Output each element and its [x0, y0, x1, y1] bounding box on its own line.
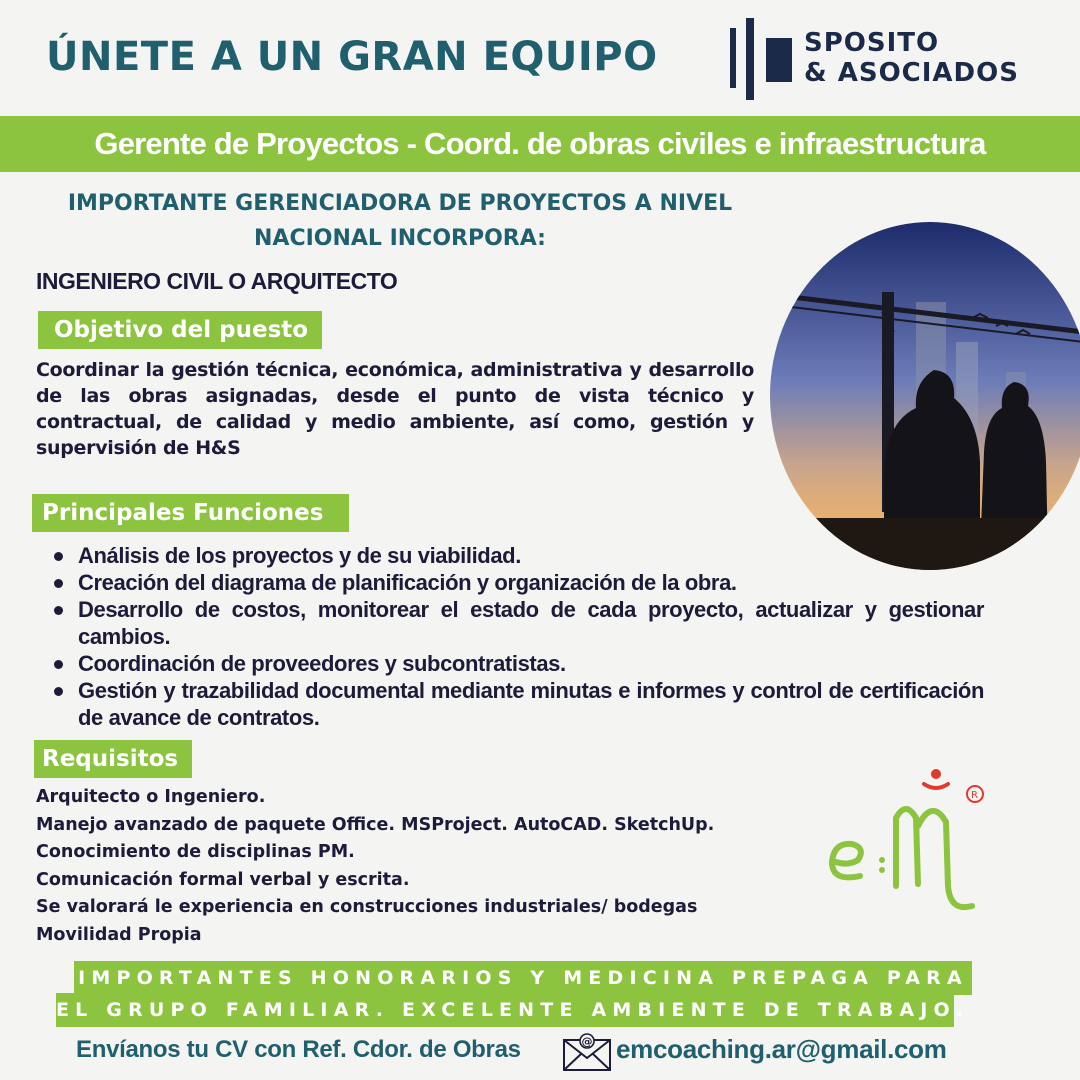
construction-photo	[766, 222, 1080, 570]
objective-text: Coordinar la gestión técnica, económica, administrativa y desarrollo de las obras asignadas, desde el punto de vista técnico y contractual, de calidad y medio ambiente, así como, gestión y supervisión de H&S	[36, 359, 754, 459]
list-item: Desarrollo de costos, monitorear el estado de cada proyecto, actualizar y gestionar cambios.	[50, 596, 984, 650]
list-item: Análisis de los proyectos y de su viabilidad.	[50, 542, 984, 569]
logo-line2: & ASOCIADOS	[804, 58, 1019, 88]
banner-title: Gerente de Proyectos - Coord. de obras civiles e infraestructura	[94, 126, 986, 161]
requirement-item: Arquitecto o Ingeniero.	[36, 787, 266, 807]
benefit-line2: EL GRUPO FAMILIAR. EXCELENTE AMBIENTE DE TRABAJO.	[56, 993, 954, 1027]
title-banner	[0, 116, 1080, 172]
headline: ÚNETE A UN GRAN EQUIPO	[46, 34, 658, 80]
requirements-list	[36, 784, 796, 949]
intro-text	[20, 186, 780, 256]
requirement-item: Se valorará le experiencia en construcciones industriales/ bodegas	[36, 897, 698, 917]
list-item: Coordinación de proveedores y subcontratistas.	[50, 650, 984, 677]
requirement-item: Movilidad Propia	[36, 924, 202, 945]
intro-line1: IMPORTANTE GERENCIADORA DE PROYECTOS A NIVEL	[67, 191, 733, 216]
sposito-logo	[728, 16, 1028, 102]
functions-label: Principales Funciones	[32, 494, 349, 532]
envelope-icon	[562, 1032, 612, 1072]
benefit-line1: IMPORTANTES HONORARIOS Y MEDICINA PREPAGA PARA	[74, 961, 972, 995]
svg-text:R: R	[971, 790, 978, 801]
objective-label: Objetivo del puesto	[38, 311, 322, 349]
logo-line1: SPOSITO	[804, 28, 940, 58]
vertical-bars-icon	[728, 16, 798, 102]
list-item: Gestión y trazabilidad documental mediante minutas e informes y control de certificación de avance de contratos.	[50, 677, 984, 731]
list-item: Creación del diagrama de planificación y organización de la obra.	[50, 569, 984, 596]
requirement-text: . AutoCAD. SketchUp.	[501, 814, 715, 835]
role-title: INGENIERO CIVIL O ARQUITECTO	[36, 268, 398, 294]
requirement-bold: MSProject	[401, 814, 502, 835]
intro-line2: NACIONAL INCORPORA:	[254, 226, 546, 251]
requirements-label: Requisitos	[34, 740, 192, 778]
requirement-text: Manejo avanzado de paquete Office.	[36, 814, 402, 835]
functions-list	[50, 542, 984, 731]
requirement-item: Comunicación formal verbal y escrita.	[36, 869, 410, 890]
cta-text: Envíanos tu CV con Ref. Cdor. de Obras	[76, 1036, 521, 1063]
requirement-item	[36, 812, 796, 840]
email-link[interactable]: emcoaching.ar@gmail.com	[616, 1034, 947, 1064]
em-coaching-logo	[820, 766, 990, 916]
requirement-item: Conocimiento de disciplinas PM.	[36, 842, 355, 862]
svg-text:@: @	[581, 1035, 593, 1048]
